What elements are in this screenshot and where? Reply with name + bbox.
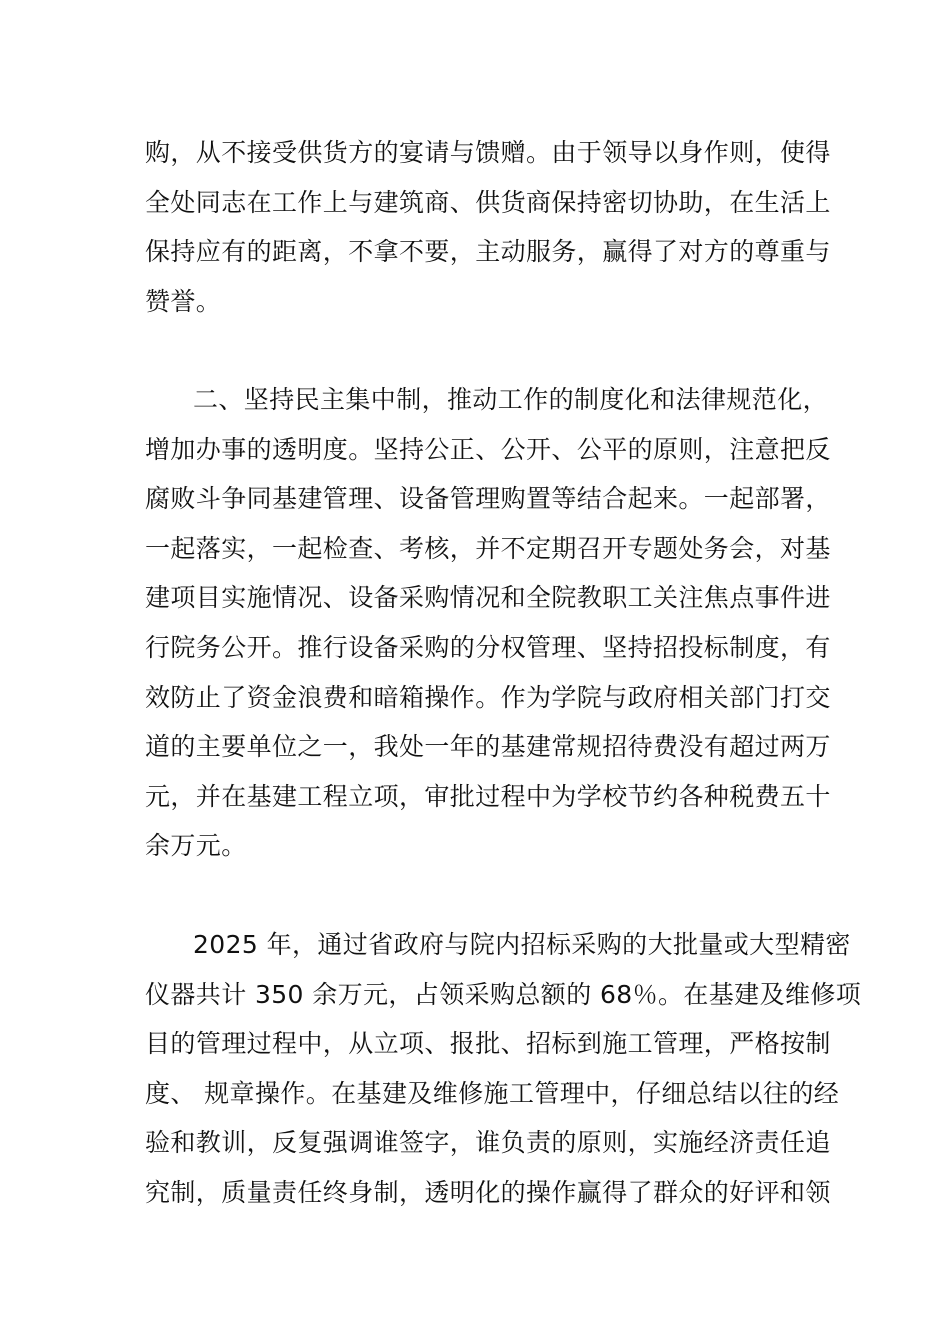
text-line: 度、 规章操作。在基建及维修施工管理中，仔细总结以往的经: [145, 1078, 840, 1108]
text-line: 增加办事的透明度。坚持公正、公开、公平的原则，注意把反: [145, 434, 831, 464]
paragraph-2: [145, 375, 831, 871]
text-line: 行院务公开。推行设备采购的分权管理、坚持招投标制度，有: [145, 632, 831, 662]
text-line: 一起落实，一起检查、考核，并不定期召开专题处务会，对基: [145, 533, 831, 563]
text-line: 道的主要单位之一，我处一年的基建常规招待费没有超过两万: [145, 732, 831, 762]
text-line: 全处同志在工作上与建筑商、供货商保持密切协助，在生活上: [145, 187, 831, 217]
text-line: 购，从不接受供货方的宴请与馈赠。由于领导以身作则，使得: [145, 138, 831, 167]
text-line: 二、坚持民主集中制，推动工作的制度化和法律规范化，: [193, 385, 829, 414]
text-line: 腐败斗争同基建管理、设备管理购置等结合起来。一起部署，: [145, 484, 831, 514]
text-line: 仪器共计 350 余万元，占领采购总额的 68％。在基建及维修项: [145, 979, 862, 1009]
text-line: 保持应有的距离，不拿不要，主动服务，赢得了对方的尊重与: [145, 237, 831, 267]
paragraph-1: [145, 128, 831, 326]
text-line: 2025 年，通过省政府与院内招标采购的大批量或大型精密: [193, 930, 851, 959]
text-line: 究制，质量责任终身制，透明化的操作赢得了群众的好评和领: [145, 1177, 831, 1207]
text-line: 赞誉。: [145, 286, 222, 316]
text-line: 目的管理过程中，从立项、报批、招标到施工管理，严格按制: [145, 1029, 831, 1059]
text-line: 效防止了资金浪费和暗箱操作。作为学院与政府相关部门打交: [145, 682, 831, 712]
paragraph-3: [145, 920, 862, 1218]
text-line: 验和教训，反复强调谁签字，谁负责的原则，实施经济责任追: [145, 1128, 831, 1158]
text-line: 余万元。: [145, 831, 247, 861]
text-line: 元，并在基建工程立项，审批过程中为学校节约各种税费五十: [145, 781, 831, 811]
text-line: 建项目实施情况、设备采购情况和全院教职工关注焦点事件进: [145, 583, 831, 613]
